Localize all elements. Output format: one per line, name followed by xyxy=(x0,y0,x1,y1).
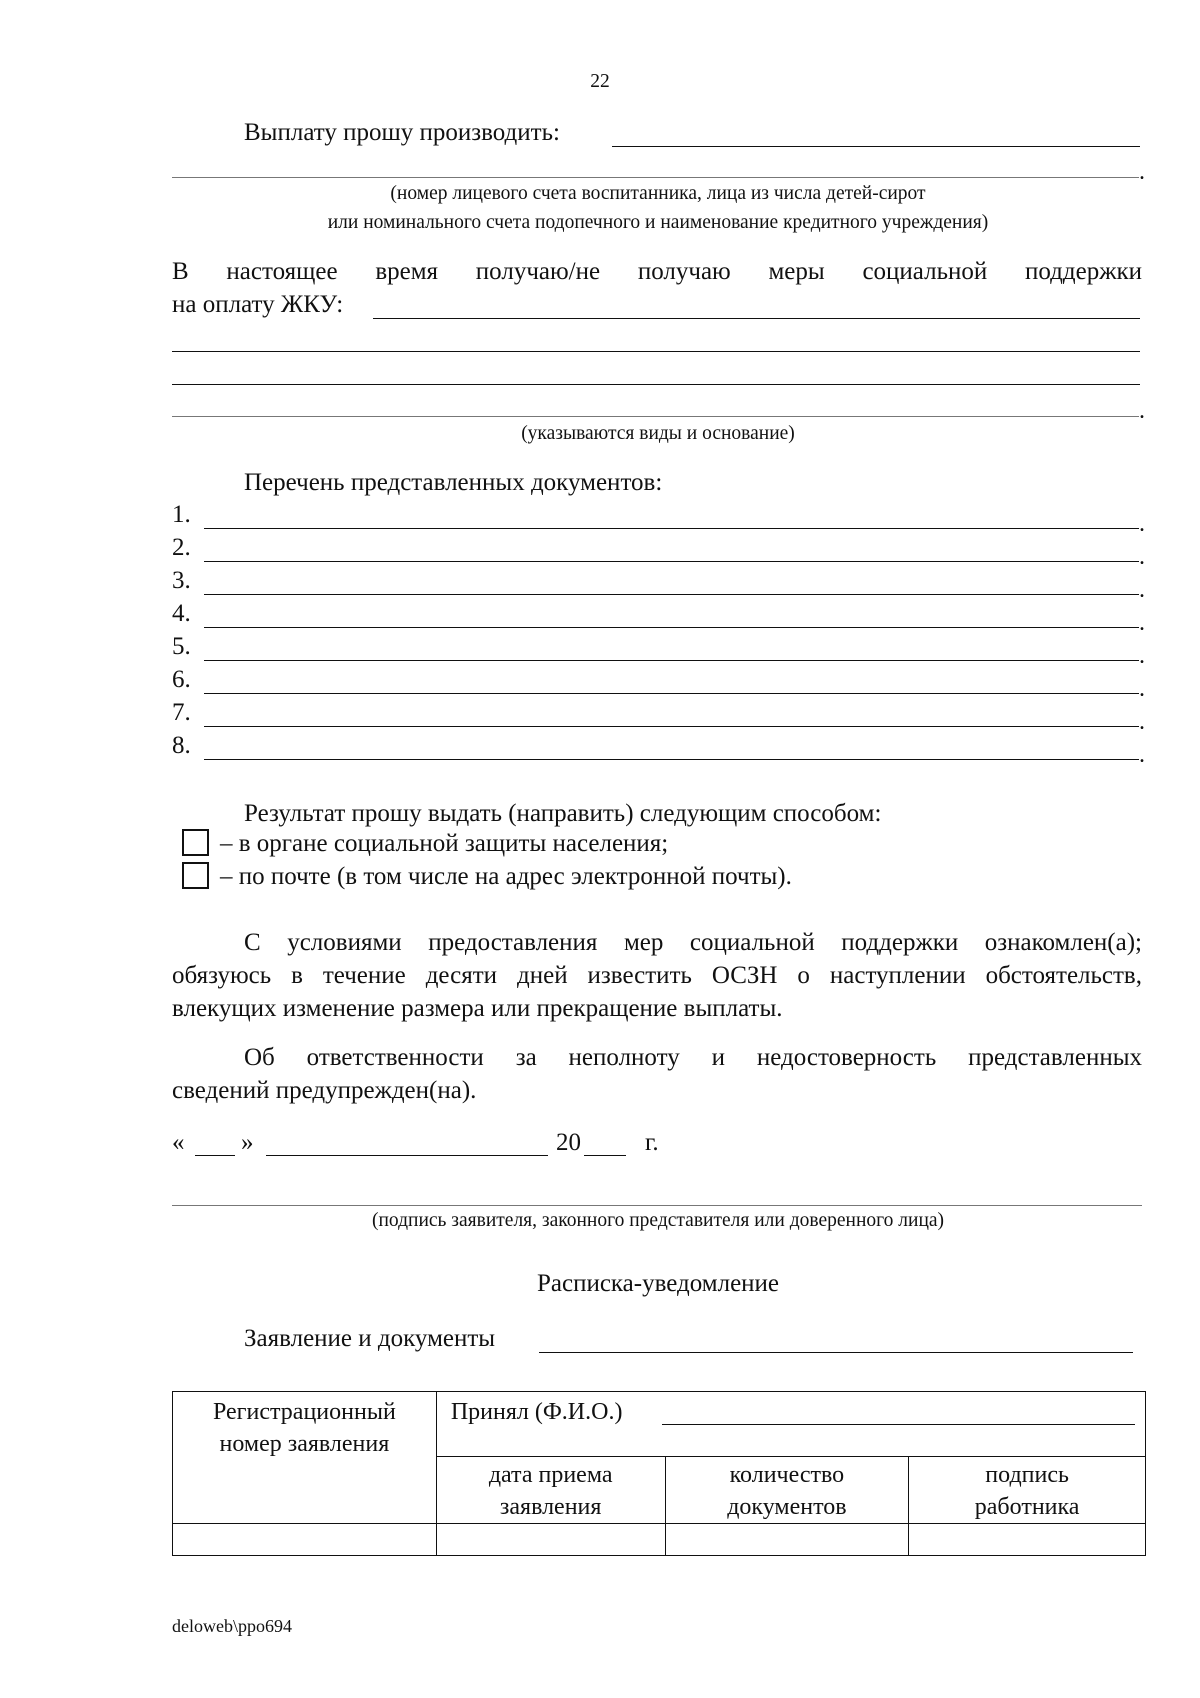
document-field-line[interactable] xyxy=(204,726,1139,727)
period-mark: . xyxy=(1139,544,1145,570)
responsibility-line2: сведений предупрежден(на). xyxy=(172,1077,477,1104)
date-close-quote: » xyxy=(241,1129,254,1156)
support-field-line3[interactable] xyxy=(172,384,1140,385)
worker-signature-header-line1: подпись xyxy=(985,1462,1069,1488)
doc-count-header xyxy=(665,1457,909,1524)
receipt-docs-label: Заявление и документы xyxy=(244,1325,496,1352)
accepted-by-label: Принял (Ф.И.О.) xyxy=(450,1399,623,1425)
list-item-number: 3. xyxy=(172,567,191,594)
document-field-line[interactable] xyxy=(204,693,1139,694)
reg-number-header-line1: Регистрационный xyxy=(213,1399,396,1425)
document-field-line[interactable] xyxy=(204,660,1139,661)
conditions-line3: влекущих изменение размера или прекращение выплаты. xyxy=(172,995,783,1022)
responsibility-line1: Об ответственности за неполноту и недостоверность представленных xyxy=(244,1044,1142,1071)
payment-label: Выплату прошу производить: xyxy=(244,119,560,146)
worker-signature-header-line2: работника xyxy=(974,1494,1080,1520)
period-mark: . xyxy=(1139,511,1145,537)
receipt-docs-field[interactable] xyxy=(539,1352,1133,1353)
period-mark: . xyxy=(1139,742,1145,768)
doc-count-header-line1: количество xyxy=(729,1462,845,1488)
date-century: 20 xyxy=(556,1129,581,1156)
signature-hint: (подпись заявителя, законного представителя или доверенного лица) xyxy=(371,1210,945,1231)
support-label: на оплату ЖКУ: xyxy=(172,291,344,318)
period-mark: . xyxy=(1139,159,1145,185)
period-mark: . xyxy=(1139,709,1145,735)
date-year-suffix: г. xyxy=(645,1129,659,1156)
support-text-line1: В настоящее время получаю/не получаю меры социальной поддержки xyxy=(172,258,1142,285)
reg-number-cell[interactable] xyxy=(173,1524,437,1556)
list-item-number: 7. xyxy=(172,699,191,726)
signature-line[interactable] xyxy=(172,1205,1142,1206)
accepted-by-field[interactable] xyxy=(662,1424,1135,1425)
payment-account-line[interactable] xyxy=(172,177,1139,178)
document-field-line[interactable] xyxy=(204,594,1139,595)
accept-date-header-line2: заявления xyxy=(499,1494,602,1520)
period-mark: . xyxy=(1139,610,1145,636)
reg-number-header xyxy=(173,1392,437,1524)
payment-hint-2: или номинального счета подопечного и наименование кредитного учреждения) xyxy=(327,212,989,233)
accept-date-header-line1: дата приема xyxy=(488,1462,613,1488)
document-field-line[interactable] xyxy=(204,627,1139,628)
list-item-number: 1. xyxy=(172,501,191,528)
accept-date-header xyxy=(436,1457,665,1524)
list-item-number: 8. xyxy=(172,732,191,759)
documents-title: Перечень представленных документов: xyxy=(244,469,663,496)
payment-hint-1: (номер лицевого счета воспитанника, лица из числа детей-сирот xyxy=(390,183,926,204)
page-number: 22 xyxy=(590,71,610,92)
support-hint: (указываются виды и основание) xyxy=(521,423,795,444)
footer-code: deloweb\ppo694 xyxy=(172,1616,292,1636)
document-field-line[interactable] xyxy=(204,561,1139,562)
doc-count-cell[interactable] xyxy=(665,1524,909,1556)
worker-signature-cell[interactable] xyxy=(909,1524,1146,1556)
period-mark: . xyxy=(1139,577,1145,603)
payment-field-line[interactable] xyxy=(612,146,1140,147)
support-field-line1[interactable] xyxy=(373,318,1140,319)
conditions-line1: С условиями предоставления мер социальной поддержки ознакомлен(а); xyxy=(244,929,1142,956)
period-mark: . xyxy=(1139,643,1145,669)
period-mark: . xyxy=(1139,676,1145,702)
document-field-line[interactable] xyxy=(204,759,1139,760)
document-field-line[interactable] xyxy=(204,528,1139,529)
receipt-title: Расписка-уведомление xyxy=(536,1270,780,1297)
support-field-line4[interactable] xyxy=(172,416,1139,417)
doc-count-header-line2: документов xyxy=(727,1494,847,1520)
reg-number-header-line2: номер заявления xyxy=(219,1431,390,1457)
result-title: Результат прошу выдать (направить) следующим способом: xyxy=(244,800,882,827)
mail-option-label: – по почте (в том числе на адрес электронной почты). xyxy=(220,863,792,890)
date-year-field[interactable] xyxy=(584,1155,626,1156)
conditions-line2: обязуюсь в течение десяти дней известить ОСЗН о наступлении обстоятельств, xyxy=(172,962,1142,989)
mail-checkbox[interactable] xyxy=(182,862,209,889)
date-day-field[interactable] xyxy=(195,1155,235,1156)
period-mark: . xyxy=(1139,398,1145,424)
support-field-line2[interactable] xyxy=(172,351,1140,352)
accepted-by-cell xyxy=(436,1392,1145,1457)
list-item-number: 6. xyxy=(172,666,191,693)
list-item-number: 2. xyxy=(172,534,191,561)
list-item-number: 4. xyxy=(172,600,191,627)
date-month-field[interactable] xyxy=(266,1155,548,1156)
office-option-label: – в органе социальной защиты населения; xyxy=(220,830,669,857)
date-open-quote: « xyxy=(172,1129,185,1156)
accept-date-cell[interactable] xyxy=(436,1524,665,1556)
registration-table xyxy=(172,1391,1146,1556)
worker-signature-header xyxy=(909,1457,1146,1524)
list-item-number: 5. xyxy=(172,633,191,660)
office-checkbox[interactable] xyxy=(182,829,209,856)
